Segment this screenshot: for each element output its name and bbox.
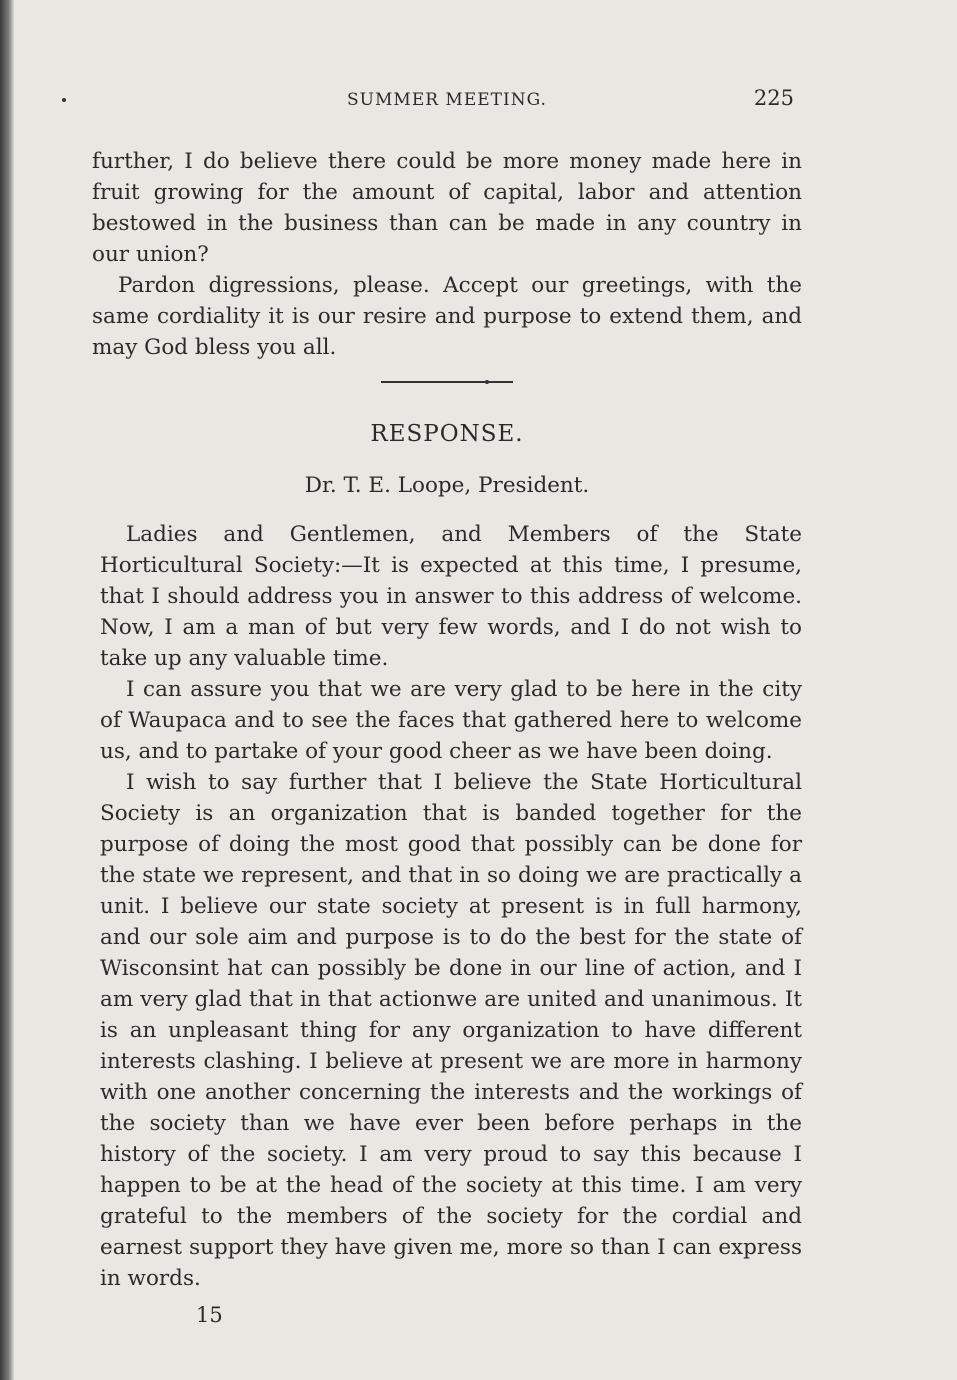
body-paragraph: Ladies and Gentlemen, and Members of the State Horticultural Society:—It is expected at this time, I presume, that I should address you in answer to this address of welcome. Now, I am a man of but very few words, and I do not wish to take up any valuable time. [100, 522, 802, 671]
running-head [92, 86, 802, 116]
body-paragraph: I wish to say further that I believe the State Horticultural Society is an organization that is banded together for the purpose of doing the most good that possibly can be done for the state we represent, and that in so doing we are practically a unit. I believe our state society at present is in full harmony, and our sole aim and purpose is to do the best for the state of Wisconsint hat can possibly be done in our line of action, and I am very glad that in that actionwe are united and unanimous. It is an unpleasant thing for any organization to have different interests clashing. I believe at present we are more in harmony with one another concerning the interests and the workings of the society than we have ever been before perhaps in the history of the society. I am very proud to say this because I happen to be at the head of the society at this time. I am very grateful to the members of the society for the cordial and earnest support they have given me, more so than I can express in words. [100, 770, 802, 1291]
signature-mark: 15 [196, 1303, 223, 1327]
running-title: SUMMER MEETING. [347, 90, 547, 110]
intro-paragraph: further, I do believe there could be more money made here in fruit growing for the amount of capital, labor and attention bestowed in the business than can be made in any country in our union? [92, 149, 802, 267]
byline: Dr. T. E. Loope, President. [304, 473, 590, 498]
section-divider [381, 381, 513, 383]
margin-dot [62, 98, 66, 102]
book-spine-shadow [0, 0, 14, 1380]
body-paragraph: I can assure you that we are very glad to be here in the city of Waupaca and to see the faces that gathered here to welcome us, and to partake of your good cheer as we have been doing. [100, 677, 802, 764]
intro-paragraph: Pardon digressions, please. Accept our greetings, with the same cordiality it is our resire and purpose to extend them, and may God bless you all. [92, 273, 802, 360]
page-number: 225 [753, 86, 794, 110]
page [92, 86, 802, 1328]
section-heading: RESPONSE. [370, 421, 524, 447]
response-text [92, 519, 802, 1294]
intro-text [92, 146, 802, 363]
